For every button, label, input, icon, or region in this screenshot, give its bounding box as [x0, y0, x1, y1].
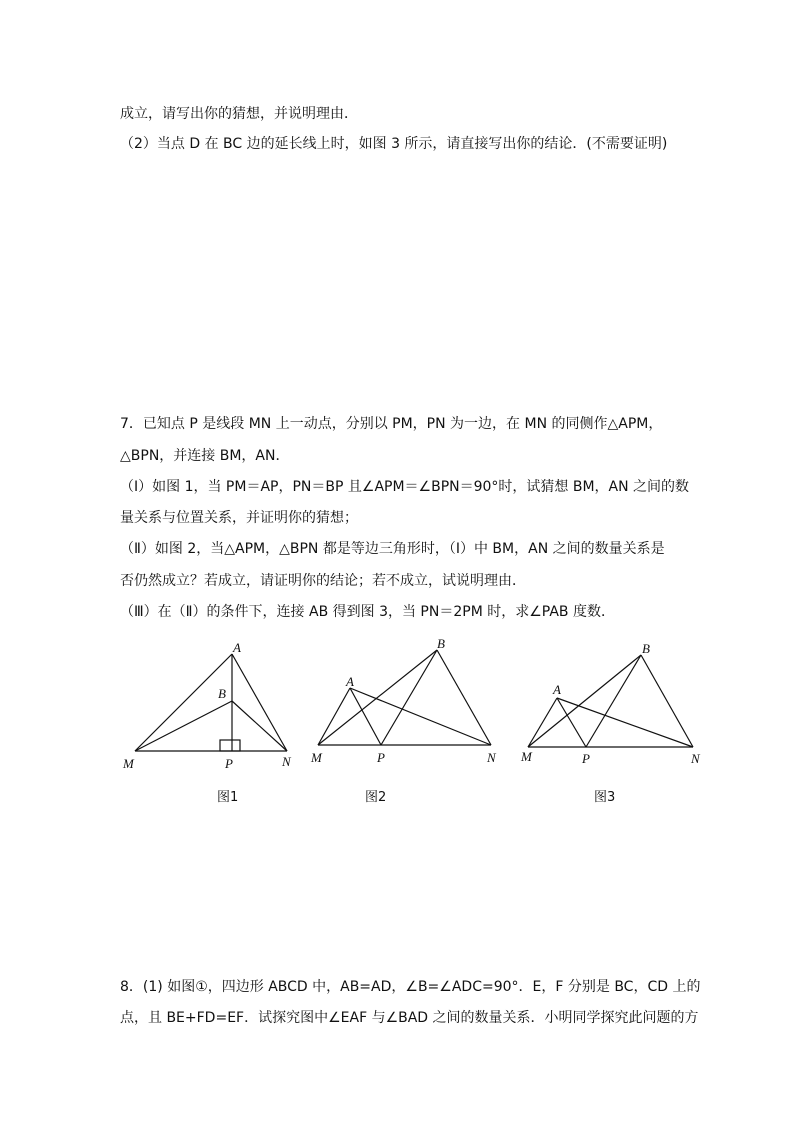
- figure-2: [305, 635, 505, 775]
- fig2-label-N: N: [487, 750, 496, 765]
- fig3-label-P: P: [582, 751, 590, 766]
- fig1-segment-AM: [135, 654, 232, 751]
- q8-line-2: 点，且 BE+FD=EF．试探究图中∠EAF 与∠BAD 之间的数量关系．小明同学探究此问题的方: [120, 1010, 699, 1026]
- fig1-label-A: A: [233, 640, 241, 655]
- fig2-caption: 图2: [365, 790, 387, 805]
- fig1-label-N: N: [282, 754, 291, 769]
- figure-3: [515, 635, 715, 775]
- fig2-segment-BM: [318, 650, 437, 745]
- fig3-caption: 图3: [594, 790, 616, 805]
- fig2-segment-AM: [318, 688, 350, 745]
- q6-line-2: （2）当点 D 在 BC 边的延长线上时，如图 3 所示，请直接写出你的结论．(不需要证明): [120, 136, 668, 152]
- fig3-label-N: N: [691, 751, 700, 766]
- q7-line-7: （Ⅲ）在（Ⅱ）的条件下，连接 AB 得到图 3，当 PN＝2PM 时，求∠PAB 度数．: [120, 604, 615, 620]
- fig2-segment-AN: [350, 688, 491, 745]
- fig1-label-B: B: [218, 686, 226, 701]
- fig3-segment-BM: [528, 655, 641, 747]
- q7-line-4: 量关系与位置关系，并证明你的猜想；: [120, 510, 358, 526]
- figure-1: [115, 635, 295, 775]
- fig2-label-P: P: [377, 750, 385, 765]
- fig3-segment-BP: [586, 655, 641, 747]
- q7-line-2: △BPN，并连接 BM，AN．: [120, 448, 290, 464]
- fig1-segment-BM: [135, 701, 232, 751]
- fig3-label-A: A: [553, 682, 561, 697]
- fig1-label-P: P: [225, 756, 233, 771]
- q7-line-3: （Ⅰ）如图 1，当 PM＝AP，PN＝BP 且∠APM＝∠BPN＝90°时，试猜想 BM，AN 之间的数: [120, 479, 690, 495]
- q8-line-1: 8．(1) 如图①，四边形 ABCD 中，AB=AD，∠B=∠ADC=90°．E，F 分别是 BC，CD 上的: [120, 979, 701, 995]
- fig2-label-A: A: [346, 674, 354, 689]
- q6-line-1: 成立，请写出你的猜想，并说明理由．: [120, 106, 358, 122]
- fig3-label-B: B: [642, 641, 650, 656]
- fig1-segment-AN: [232, 654, 287, 751]
- fig3-segment-AN: [557, 698, 693, 747]
- fig2-label-B: B: [437, 636, 445, 651]
- q7-line-5: （Ⅱ）如图 2，当△APM，△BPN 都是等边三角形时，（Ⅰ）中 BM，AN 之间的数量关系是: [120, 541, 665, 557]
- fig3-label-M: M: [521, 749, 532, 764]
- fig1-caption: 图1: [217, 790, 239, 805]
- q7-line-1: 7．已知点 P 是线段 MN 上一动点，分别以 PM，PN 为一边，在 MN 的同侧作△APM，: [120, 416, 663, 432]
- fig2-segment-BN: [437, 650, 491, 745]
- fig3-segment-BN: [641, 655, 693, 747]
- fig1-right-angle-mark: [220, 740, 240, 751]
- fig2-label-M: M: [311, 750, 322, 765]
- q7-line-6: 否仍然成立？若成立，请证明你的结论；若不成立，试说明理由．: [120, 573, 526, 589]
- fig3-segment-AP: [557, 698, 586, 747]
- fig1-label-M: M: [123, 756, 134, 771]
- fig3-segment-AM: [528, 698, 557, 747]
- fig2-segment-BP: [381, 650, 437, 745]
